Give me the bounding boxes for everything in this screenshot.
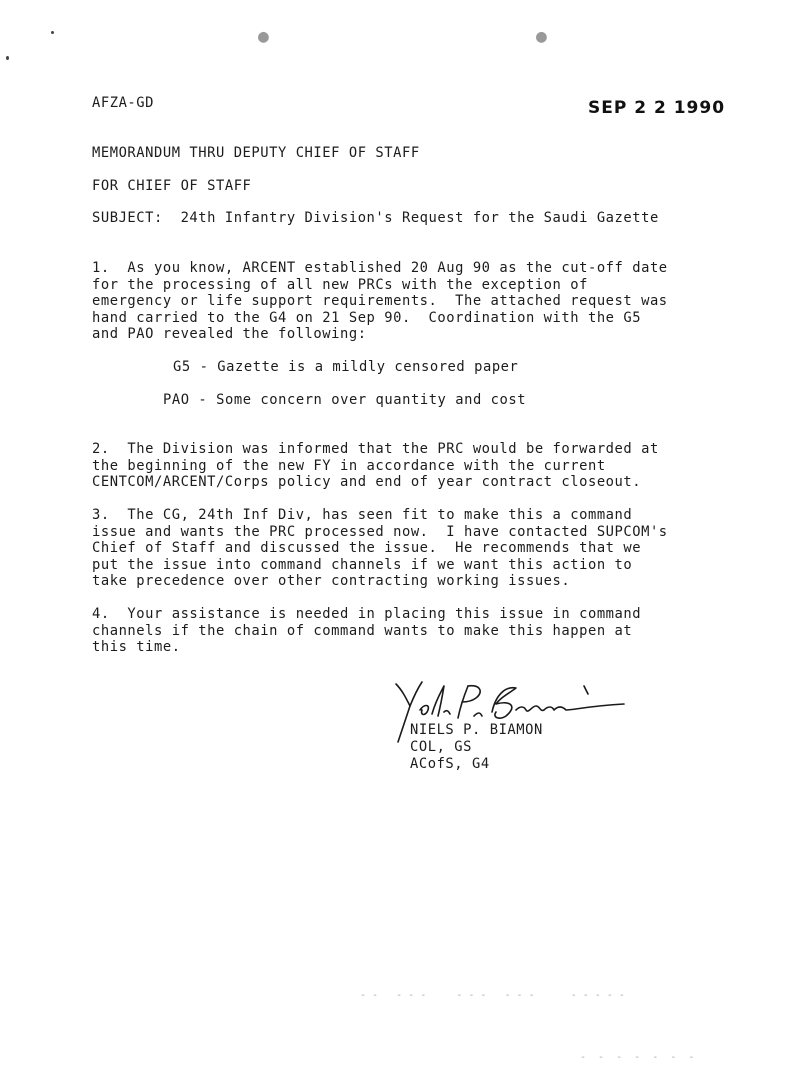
pao-coordination-note: PAO - Some concern over quantity and cost (163, 392, 527, 408)
scan-speck (51, 31, 54, 34)
scan-noise: - - - - - - - - - - - - - - - - (360, 990, 625, 1001)
paragraph-line: emergency or life support requirements. The attached request was (92, 293, 668, 310)
paragraph-4 (92, 606, 641, 656)
paragraph-2 (92, 441, 659, 491)
punch-mark-right: ● (536, 26, 547, 47)
paragraph-line: 4. Your assistance is needed in placing this issue in command (92, 606, 642, 622)
scan-speck (6, 56, 9, 60)
paragraph-line: 3. The CG, 24th Inf Div, has seen fit to make this a command (92, 507, 633, 523)
paragraph-3 (92, 507, 668, 590)
g5-coordination-note: G5 - Gazette is a mildly censored paper (173, 359, 519, 375)
memo-thru-line: MEMORANDUM THRU DEPUTY CHIEF OF STAFF (92, 145, 420, 161)
paragraph-line: 1. As you know, ARCENT established 20 Aug 90 as the cut-off date (92, 260, 668, 276)
paragraph-line: and PAO revealed the following: (92, 326, 367, 343)
office-symbol: AFZA-GD (92, 95, 154, 111)
scan-noise: - - - - - - - (580, 1052, 695, 1063)
date-received-stamp: SEP 2 2 1990 (588, 98, 726, 118)
signer-title: ACofS, G4 (410, 756, 490, 772)
paragraph-line: this time. (92, 639, 181, 656)
paragraph-line: channels if the chain of command wants to make this happen at (92, 622, 633, 639)
paragraph-line: CENTCOM/ARCENT/Corps policy and end of year contract closeout. (92, 474, 642, 491)
paragraph-line: issue and wants the PRC processed now. I have contacted SUPCOM's (92, 523, 668, 540)
paragraph-line: the beginning of the new FY in accordance with the current (92, 457, 606, 474)
memo-for-line: FOR CHIEF OF STAFF (92, 178, 252, 194)
punch-mark-left: ● (258, 26, 269, 47)
paragraph-1 (92, 260, 668, 343)
paragraph-line: hand carried to the G4 on 21 Sep 90. Coordination with the G5 (92, 309, 642, 326)
paragraph-line: take precedence over other contracting working issues. (92, 573, 571, 590)
paragraph-line: 2. The Division was informed that the PRC would be forwarded at (92, 441, 659, 457)
signer-rank: COL, GS (410, 739, 472, 755)
paragraph-line: Chief of Staff and discussed the issue. He recommends that we (92, 540, 642, 557)
paragraph-line: put the issue into command channels if we want this action to (92, 556, 633, 573)
memo-subject-line: SUBJECT: 24th Infantry Division's Request for the Saudi Gazette (92, 210, 659, 226)
paragraph-line: for the processing of all new PRCs with the exception of (92, 276, 588, 293)
signer-name: NIELS P. BIAMON (410, 722, 543, 738)
